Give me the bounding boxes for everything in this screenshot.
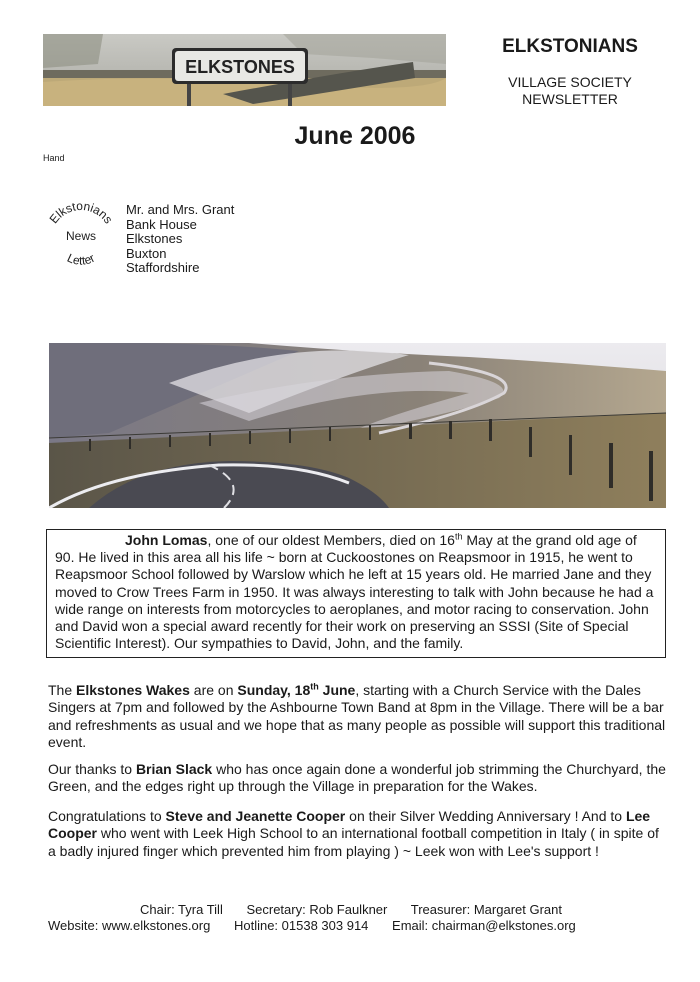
obituary-box bbox=[46, 529, 666, 658]
newsletter-subtitle-line2: NEWSLETTER bbox=[522, 91, 618, 107]
address-line: Bank House bbox=[126, 216, 197, 232]
footer-hotline: Hotline: 01538 303 914 bbox=[233, 918, 369, 933]
address-line: Elkstones bbox=[126, 231, 183, 246]
obituary-name: John Lomas bbox=[125, 532, 208, 548]
newsletter-logo bbox=[43, 198, 119, 274]
footer-contacts bbox=[48, 918, 596, 933]
delivery-label: Hand bbox=[43, 153, 65, 163]
header-photo bbox=[43, 34, 446, 106]
mailing-address bbox=[126, 203, 234, 276]
logo-arc-text: Elkstonians bbox=[46, 198, 116, 227]
logo-bottom-text: Letter bbox=[64, 250, 98, 268]
newsletter-subtitle-line1: VILLAGE SOCIETY bbox=[508, 74, 632, 90]
thanks-paragraph: Our thanks to Brian Slack who has once again done a wonderful job strimming the Churchyard, the Green, and the edges right up through the Village in preparation for the Wakes. bbox=[48, 761, 666, 795]
logo-center-text: News bbox=[65, 229, 97, 243]
obituary-text: John Lomas, one of our oldest Members, died on 16th May at the grand old age of 90. He lived in this area all his life ~ born at Cuckoostones on Reapsmoor in 1915, he went to Reapsmoor School followed by Warslow which he left at 15 years old. He married Jane and they moved to Crow Trees Farm in 1950. It was always interesting to talk with John because he had a wide range on interests from motorcycles to aeroplanes, and motor racing to conservation. John and David won a special award recently for their work on preserving an SSSI (Site of Special Scientific Interest). Our sympathies to David, John, and the family. bbox=[55, 531, 654, 652]
landscape-photo bbox=[49, 343, 666, 508]
address-line: Staffordshire bbox=[126, 260, 200, 275]
address-line: Buxton bbox=[126, 245, 167, 261]
wakes-paragraph: The Elkstones Wakes are on Sunday, 18th June, starting with a Church Service with the Dales Singers at 7pm and followed by the Ashbourne Town Band at 8pm in the Village. There will be a bar and refreshments as usual and we hope that as many people as possible will support this traditional event. bbox=[48, 681, 666, 750]
footer-chair: Chair: Tyra Till bbox=[140, 902, 223, 917]
newsletter-title: ELKSTONIANS bbox=[502, 36, 638, 57]
road-sign-text: ELKSTONES bbox=[185, 57, 295, 77]
footer-website: Website: www.elkstones.org bbox=[48, 918, 211, 933]
svg-text:Elkstonians bbox=[47, 199, 116, 226]
congratulations-paragraph: Congratulations to Steve and Jeanette Cooper on their Silver Wedding Anniversary ! And to Lee Cooper who went with Leek High School to an international football competition in Italy ( in spite of a badly injured finger which prevented him from playing ) ~ Leek won with Lee's support ! bbox=[48, 808, 659, 859]
footer-treasurer: Treasurer: Margaret Grant bbox=[410, 902, 562, 917]
svg-text:Letter bbox=[65, 251, 97, 268]
address-line: Mr. and Mrs. Grant bbox=[126, 202, 235, 217]
footer-email: Email: chairman@elkstones.org bbox=[392, 918, 576, 933]
issue-date: June 2006 bbox=[294, 122, 416, 150]
footer-officers bbox=[140, 902, 582, 917]
footer-secretary: Secretary: Rob Faulkner bbox=[246, 902, 388, 917]
